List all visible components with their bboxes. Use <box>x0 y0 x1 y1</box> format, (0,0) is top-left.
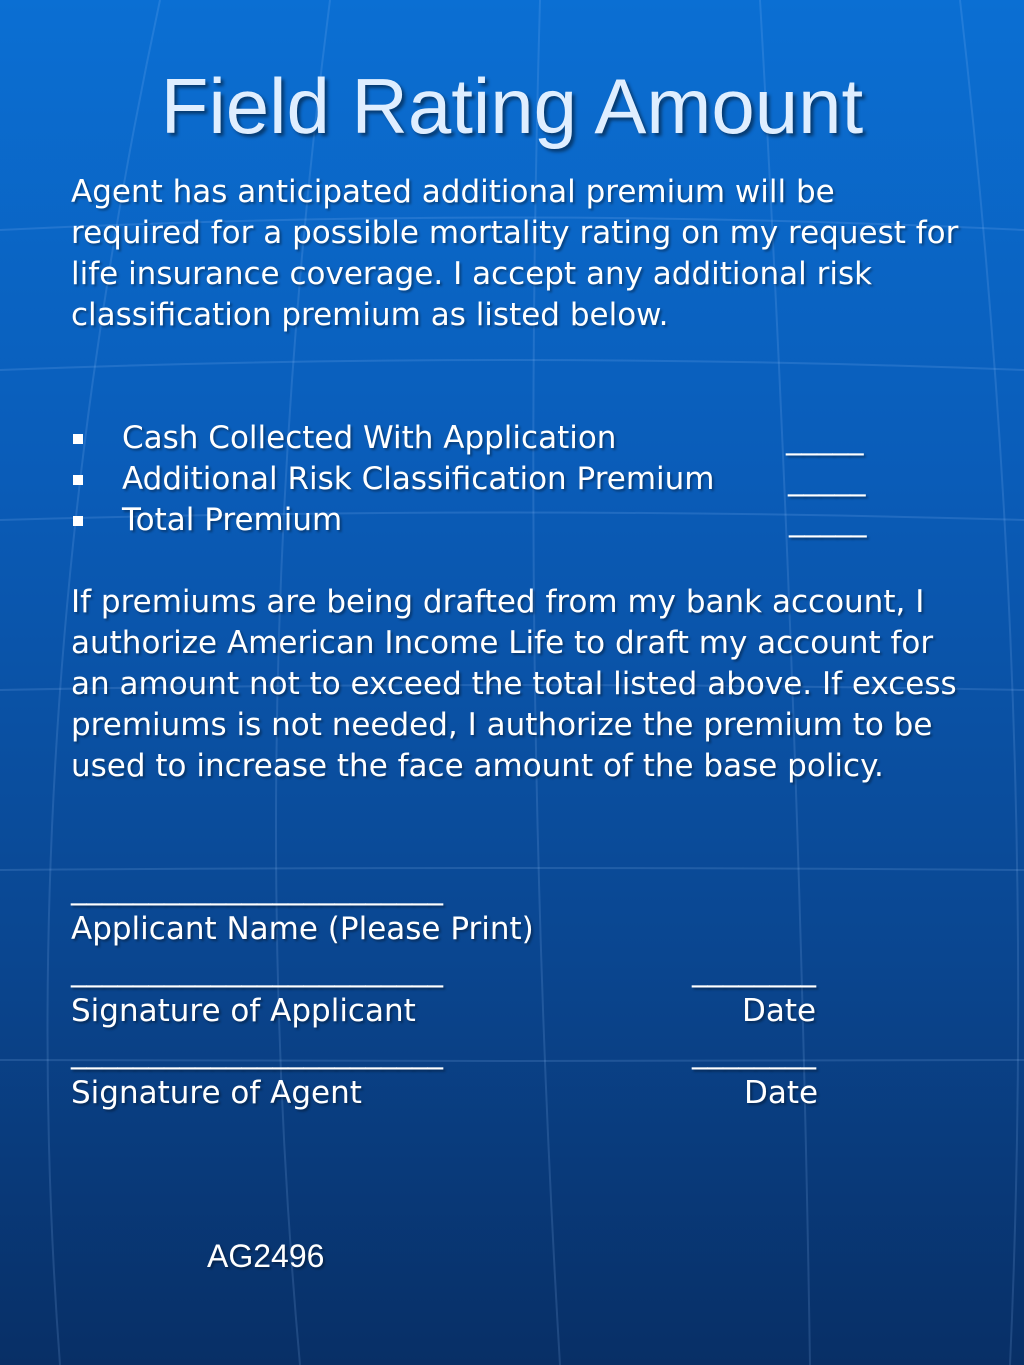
item-label: Total Premium <box>122 502 343 538</box>
agent-signature-label: Signature of Agent <box>71 1075 362 1111</box>
agent-date-label: Date <box>744 1075 819 1111</box>
item-blank: _____ <box>789 502 867 538</box>
applicant-name-line: ________________________ <box>71 870 443 906</box>
square-bullet-icon <box>73 434 83 444</box>
applicant-date-label: Date <box>742 993 817 1029</box>
slide-title: Field Rating Amount <box>160 62 864 150</box>
intro-paragraph: Agent has anticipated additional premium will be required for a possible mortality rating on my request for life insurance coverage. I accept any additional risk classification premium as listed below. <box>71 174 959 333</box>
list-item <box>71 459 971 500</box>
agent-date-line: ________ <box>692 1034 816 1070</box>
list-item <box>71 500 971 541</box>
agent-signature-line: ________________________ <box>71 1034 443 1070</box>
applicant-name-label: Applicant Name (Please Print) <box>71 911 534 947</box>
square-bullet-icon <box>73 475 83 485</box>
form-code: AG2496 <box>207 1238 325 1274</box>
list-item <box>71 418 971 459</box>
authorization-paragraph: If premiums are being drafted from my bank account, I authorize American Income Life to draft my account for an amount not to exceed the total listed above. If excess premiums is not needed, I authorize the premium to be used to increase the face amount of the base policy. <box>71 584 957 784</box>
applicant-signature-line: ________________________ <box>71 952 443 988</box>
applicant-date-line: ________ <box>692 952 816 988</box>
item-blank: _____ <box>788 461 866 497</box>
item-label: Additional Risk Classification Premium <box>122 461 715 497</box>
item-blank: _____ <box>786 420 864 456</box>
item-label: Cash Collected With Application <box>122 420 617 456</box>
square-bullet-icon <box>73 516 83 526</box>
applicant-signature-label: Signature of Applicant <box>71 993 416 1029</box>
premium-list <box>71 418 971 541</box>
